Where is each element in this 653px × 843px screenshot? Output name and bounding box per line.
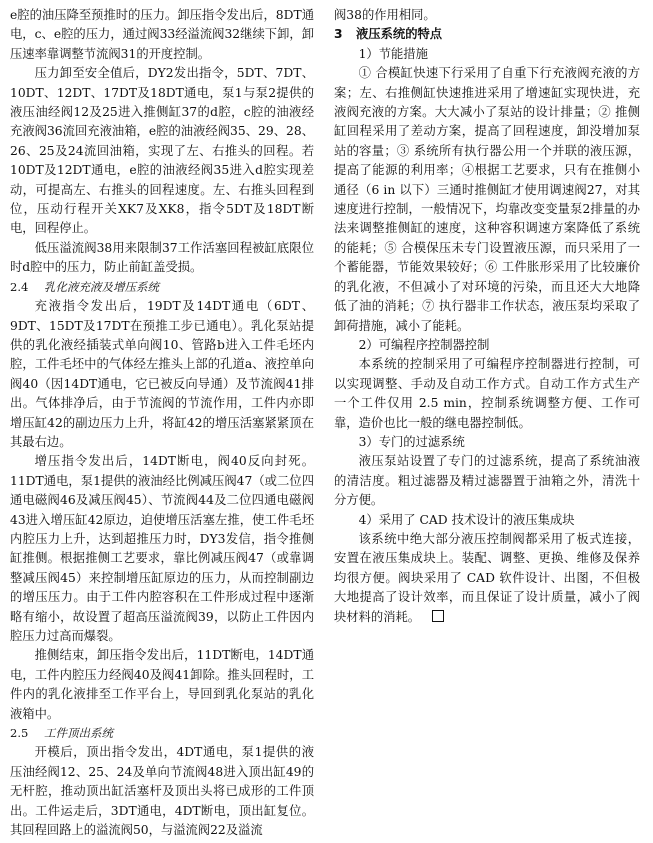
- paragraph: 充液指令发出后，19DT及14DT通电（6DT、9DT、15DT及17DT在预推工步已通电）。乳化泵站提供的乳化液经插装式单向阀10、管路b进入工件毛坯内腔，工件毛坯中的气体经左推头上部的孔道a、液控单向阀40（因14DT通电，它已被反向导通）及节流阀41排出。气体排净后，由于节流阀的节流作用，工件内亦即增压缸42的副边压力上升，将缸42的增压活塞紧紧顶在其最右边。: [10, 299, 314, 449]
- paragraph: 本系统的控制采用了可编程序控制器进行控制，可以实现调整、手动及自动工作方式。自动工作方式生产一个工件仅用 2.5 min，控制系统调整方便、工作可靠，造价也比一般的继电器控制低。: [334, 357, 640, 430]
- paragraph: e腔的油压降至预推时的压力。卸压指令发出后，8DT通电，c、e腔的压力，通过阀33经溢流阀32继续下卸，卸压速率靠调整节流阀31的开度控制。: [10, 8, 314, 61]
- section-title: 工件顶出系统: [44, 726, 113, 741]
- paragraph: 液压泵站设置了专门的过滤系统，提高了系统油液的清洁度。粗过滤器及精过滤器置于油箱之外，清洗十分方便。: [334, 454, 640, 508]
- subsection-heading-2-5: [10, 724, 314, 743]
- subsection-heading-2-4: [10, 278, 314, 297]
- paragraph: 推侧结束，卸压指令发出后，11DT断电，14DT通电，工件内腔压力经阀40及阀41卸除。推头回程时，工件内的乳化液排至工作平台上，导回到乳化泵站的乳化液箱中。: [10, 648, 314, 721]
- section-title: 乳化液充液及增压系统: [44, 279, 159, 294]
- list-heading: 4）采用了 CAD 技术设计的液压集成块: [358, 512, 575, 527]
- section-title: 液压系统的特点: [356, 27, 443, 42]
- paragraph: [334, 530, 640, 627]
- section-number: 3: [334, 27, 343, 42]
- section-number: 2.5: [10, 726, 29, 741]
- section-number: 2.4: [10, 279, 29, 294]
- section-heading-3: [334, 25, 640, 44]
- paragraph: 阀38的作用相同。: [334, 8, 436, 22]
- paragraph-text: 该系统中绝大部分液压控制阀都采用了板式连接，安置在液压集成块上。装配、调整、更换、维修及保养均很方便。阀块采用了 CAD 软件设计、出图，不但极大地提高了设计效率，而且保证了设计质量，减小了阀块材料的消耗。: [334, 531, 640, 624]
- paragraph: 开模后，顶出指令发出，4DT通电，泵1提供的液压油经阀12、25、24及单向节流阀48进入顶出缸49的无杆腔，推动顶出缸活塞杆及顶出头将已成形的工件顶出。工件运走后，3DT通电，4DT断电，顶出缸复位。其回程回路上的溢流阀50，与溢流阀22及溢流: [10, 745, 314, 838]
- paragraph: 低压溢流阀38用来限制37工作活塞回程被缸底限位时d腔中的压力，防止前缸盖受损。: [10, 240, 314, 275]
- list-heading: 1）节能措施: [358, 46, 428, 61]
- right-column: [334, 6, 640, 627]
- paragraph: 压力卸至安全值后，DY2发出指令，5DT、7DT、10DT、12DT、17DT及18DT通电，泵1与泵2提供的液压油经阀12及25进入推侧缸37的d腔，c腔的油液经充液阀36流回充液油箱，e腔的油液经阀35、29、28、26、25及24流回油箱，实现了左、右推头的回程。若10DT及12DT通电，e腔的油液经阀35进入d腔实现差动，可提高左、右推头的回程速度。左、右推头回程到位，压动行程开关XK7及XK8，指令5DT及18DT断电，回程停止。: [10, 66, 314, 236]
- end-of-article-mark: [432, 610, 444, 622]
- paragraph: ① 合模缸快速下行采用了自重下行充液阀充液的方案；左、右推侧缸快速推进采用了增速缸实现快进，充液阀充液的方案。大大减小了泵站的设计排量；② 推侧缸回程采用了差动方案，提高了回程速度，卸没增加泵站的容量；③ 系统所有执行器公用一个并联的液压源，提高了能源的利用率；④根据工艺要求，只有在推侧小通径（6 in 以下）三通时推侧缸才使用调速阀27，对其速度进行控制，一般情况下，均靠改变变量泵2排量的办法来调整推侧缸的速度，这种容积调速方案降低了系统的能耗；⑤ 合模保压未专门设置液压源，而只采用了一个蓄能器，节能效果较好；⑥ 工件胀形采用了比较廉价的乳化液，不但减小了对环境的污染，而且还大大地降低了油的消耗；⑦ 执行器非工作状态，液压泵均采取了卸荷措施，减小了能耗。: [334, 66, 640, 333]
- paragraph: 增压指令发出后，14DT断电，阀40反向封死。11DT通电，泵1提供的液油经比例减压阀47（或二位四通电磁阀46及减压阀45）、节流阀44及二位四通电磁阀43进入增压缸42原边，迫使增压活塞左推，使工件毛坯内腔压力上升，达到超推压力时，DY3发信，指令推侧缸推侧。根据推侧工艺要求，靠比例减压阀47（或靠调整减压阀45）来控制增压缸原边的压力，从而控制副边的增压压力。由于工件内腔容积在工件形成过程中逐渐略有缩小，故设置了超高压溢流阀39，以防止工件因内腔压力过高而爆裂。: [10, 454, 314, 643]
- left-column: [10, 6, 314, 840]
- list-heading: 2）可编程序控制器控制: [358, 337, 490, 352]
- list-heading: 3）专门的过滤系统: [358, 434, 465, 449]
